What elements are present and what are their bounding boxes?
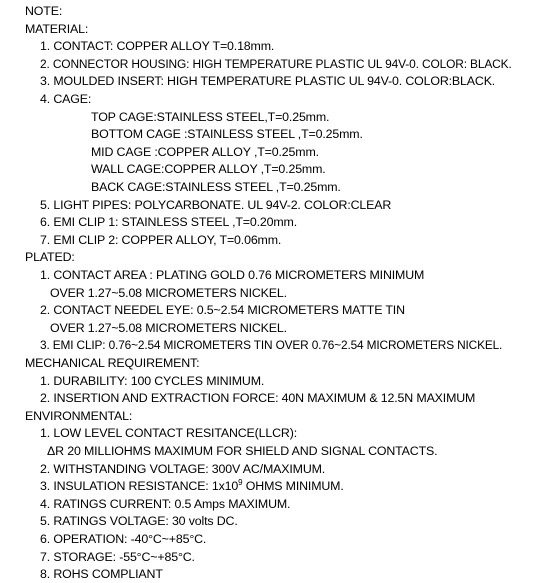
note-line-text: BACK CAGE:STAINLESS STEEL ,T=0.25mm. — [91, 180, 341, 194]
note-line — [40, 268, 424, 283]
note-line-text: 6. OPERATION: -40°C~+85°C. — [40, 532, 207, 546]
note-line — [40, 338, 502, 353]
note-line-text: 1. LOW LEVEL CONTACT RESITANCE(LLCR): — [40, 426, 297, 441]
note-line-text: 7. STORAGE: -55°C~+85°C. — [40, 549, 195, 564]
note-line — [91, 110, 329, 125]
note-line — [40, 391, 475, 406]
note-line — [91, 127, 363, 142]
note-line-text: OVER 1.27~5.08 MICROMETERS NICKEL. — [50, 320, 287, 335]
note-line-text: 4. RATINGS CURRENT: 0.5 Amps MAXIMUM. — [40, 496, 291, 511]
note-line — [40, 479, 344, 494]
note-line-text: PLATED: — [25, 250, 75, 265]
note-line — [91, 180, 341, 195]
note-line — [25, 250, 75, 265]
note-line-text: 2. CONNECTOR HOUSING: HIGH TEMPERATURE PLASTIC UL 94V-0. COLOR: BLACK. — [40, 56, 512, 71]
note-line — [40, 303, 405, 318]
note-line — [40, 497, 290, 512]
note-line-text: 1. DURABILITY: 100 CYCLES MINIMUM. — [40, 373, 265, 388]
note-line-text: MECHANICAL REQUIREMENT: — [25, 356, 200, 370]
note-line — [40, 462, 325, 477]
note-line — [25, 409, 132, 424]
note-line — [40, 426, 297, 441]
note-line-text: TOP CAGE:STAINLESS STEEL,T=0.25mm. — [91, 109, 330, 124]
note-line — [47, 444, 437, 459]
note-line-text: 3. INSULATION RESISTANCE: 1x10 — [40, 479, 239, 494]
note-line-text: 4. CAGE: — [40, 92, 92, 106]
note-line — [40, 57, 512, 72]
note-line-text: OVER 1.27~5.08 MICROMETERS NICKEL. — [50, 285, 287, 300]
note-line-text: 5. RATINGS VOLTAGE: 30 volts DC. — [40, 514, 238, 529]
note-line — [40, 532, 206, 547]
note-line — [40, 92, 91, 107]
note-line — [25, 22, 88, 37]
note-line-text-after: OHMS MINIMUM. — [242, 479, 344, 494]
note-line — [50, 286, 287, 301]
note-line — [40, 374, 264, 389]
note-line — [40, 39, 274, 54]
note-line-text: 1. CONTACT AREA : PLATING GOLD 0.76 MICROMETERS MINIMUM — [40, 268, 425, 282]
note-line-text: ENVIRONMENTAL: — [25, 408, 133, 423]
note-line — [40, 198, 391, 213]
note-line-text: MATERIAL: — [25, 21, 89, 36]
note-line — [40, 74, 495, 89]
note-line-text: WALL CAGE:COPPER ALLOY ,T=0.25mm. — [91, 162, 326, 177]
note-line — [91, 145, 319, 160]
note-line-text: 1. CONTACT: COPPER ALLOY T=0.18mm. — [40, 39, 275, 54]
note-line — [91, 162, 326, 177]
note-line-text: 2. WITHSTANDING VOLTAGE: 300V AC/MAXIMUM. — [40, 461, 326, 476]
note-line-text: 3. EMI CLIP: 0.76~2.54 MICROMETERS TIN OVER 0.76~2.54 MICROMETERS NICKEL. — [40, 338, 503, 353]
note-line-text: 2. INSERTION AND EXTRACTION FORCE: 40N MAXIMUM & 12.5N MAXIMUM — [40, 391, 476, 406]
note-line-text: 6. EMI CLIP 1: STAINLESS STEEL ,T=0.20mm. — [40, 215, 298, 230]
note-line-text: BOTTOM CAGE :STAINLESS STEEL ,T=0.25mm. — [91, 127, 363, 142]
note-line-superscript: 9 — [238, 478, 243, 488]
note-line — [25, 4, 62, 19]
note-line-text: 2. CONTACT NEEDEL EYE: 0.5~2.54 MICROMETERS MATTE TIN — [40, 303, 405, 318]
note-line — [50, 321, 287, 336]
note-line — [40, 550, 195, 565]
note-line — [40, 514, 238, 529]
note-line-text: ΔR 20 MILLIOHMS MAXIMUM FOR SHIELD AND SIGNAL CONTACTS. — [47, 444, 438, 458]
note-line — [40, 215, 297, 230]
note-line — [25, 356, 199, 371]
note-line-text: 7. EMI CLIP 2: COPPER ALLOY, T=0.06mm. — [40, 232, 282, 247]
note-line — [40, 233, 281, 248]
note-line-text: 8. ROHS COMPLIANT — [40, 567, 163, 582]
note-line-text: MID CAGE :COPPER ALLOY ,T=0.25mm. — [91, 144, 319, 159]
note-line-text: 3. MOULDED INSERT: HIGH TEMPERATURE PLASTIC UL 94V-0. COLOR:BLACK. — [40, 74, 496, 89]
note-line-text: 5. LIGHT PIPES: POLYCARBONATE. UL 94V-2. COLOR:CLEAR — [40, 197, 392, 212]
note-line — [40, 567, 163, 582]
note-line-text: NOTE: — [25, 4, 63, 18]
